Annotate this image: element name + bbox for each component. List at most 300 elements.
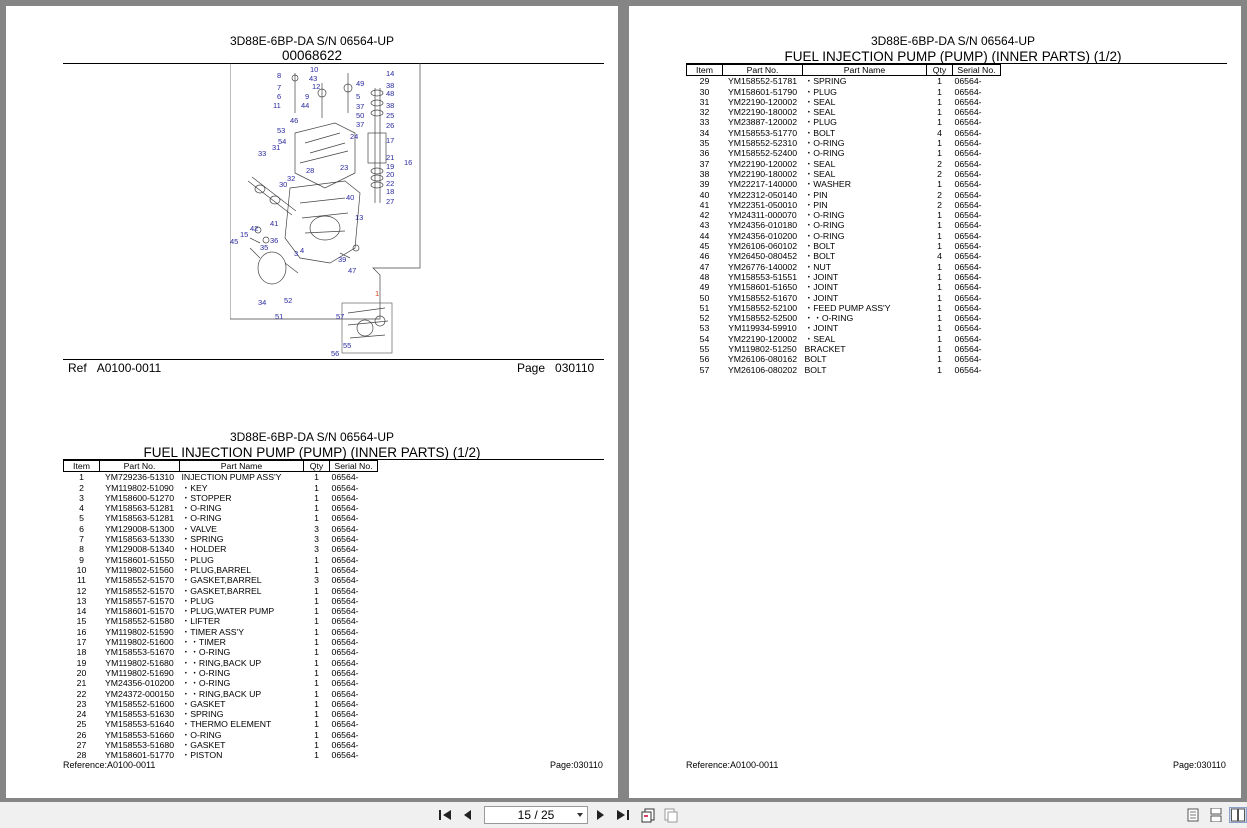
part-name-cell: ・PLUG,BARREL (181, 564, 252, 575)
continuous-view-button[interactable] (1209, 807, 1223, 823)
serial-cell: 06564- (954, 117, 982, 128)
part-name-cell: ・・TIMER (181, 637, 226, 648)
table-row (64, 709, 378, 719)
exploded-parts-diagram (230, 63, 422, 360)
part-number-cell: YM119802-51590 (105, 626, 174, 637)
col-part-name: Part Name (180, 461, 304, 472)
qty-cell: 2 (937, 189, 942, 200)
part-name-cell: ・O-RING (181, 729, 222, 740)
item-cell: 5 (79, 513, 84, 524)
part-name-cell: ・JOINT (804, 323, 839, 334)
qty-cell: 1 (937, 138, 942, 149)
qty-cell: 1 (314, 482, 319, 493)
qty-cell: 1 (937, 354, 942, 365)
two-page-view-button[interactable] (1229, 807, 1247, 823)
table-row (64, 555, 378, 565)
table-row (64, 678, 378, 688)
table-row (64, 637, 378, 647)
serial-cell: 06564- (331, 585, 359, 596)
part-name-cell: ・BOLT (804, 251, 836, 262)
table-row (64, 596, 378, 606)
footer-reference: Reference:A0100-0011 (686, 760, 779, 770)
table-title: FUEL INJECTION PUMP (PUMP) (INNER PARTS) (1/2) (784, 49, 1122, 64)
qty-cell: 1 (314, 729, 319, 740)
table-row (64, 606, 378, 616)
single-page-icon (1187, 808, 1199, 822)
svg-text:33: 33 (258, 149, 267, 158)
part-number-cell: YM158601-51770 (104, 750, 175, 761)
col-qty: Qty (927, 65, 953, 76)
item-cell: 18 (76, 647, 87, 658)
part-name-cell: ・PISTON (181, 750, 223, 761)
qty-cell: 1 (314, 657, 319, 668)
serial-cell: 06564- (954, 179, 982, 190)
svg-text:32: 32 (287, 174, 296, 183)
table-row (64, 472, 378, 483)
svg-text:4: 4 (300, 246, 305, 255)
table-row (64, 658, 378, 668)
table-row (687, 220, 1001, 230)
svg-text:22: 22 (386, 179, 395, 188)
serial-cell: 06564- (331, 606, 359, 617)
item-cell: 36 (699, 148, 710, 159)
svg-text:41: 41 (270, 219, 279, 228)
table-row (64, 699, 378, 709)
go-forward-button[interactable] (663, 807, 679, 823)
part-number-cell: YM158552-52400 (727, 148, 798, 159)
part-name-cell: ・NUT (804, 261, 832, 272)
table-row (687, 117, 1001, 127)
item-cell: 8 (79, 544, 84, 555)
serial-cell: 06564- (954, 364, 982, 375)
qty-cell: 1 (314, 616, 319, 627)
part-name-cell: ・PLUG (181, 554, 214, 565)
qty-cell: 1 (937, 282, 942, 293)
svg-text:1: 1 (375, 289, 380, 298)
qty-cell: 1 (314, 472, 319, 483)
part-name-cell: BOLT (804, 364, 827, 375)
svg-text:37: 37 (356, 102, 365, 111)
part-number-cell: YM26776-140002 (727, 261, 798, 272)
qty-cell: 3 (314, 534, 319, 545)
parts-table-body (64, 472, 378, 761)
qty-cell: 1 (314, 554, 319, 565)
serial-cell: 06564- (331, 647, 359, 658)
part-number-cell: YM158553-51680 (104, 740, 175, 751)
svg-text:18: 18 (386, 187, 395, 196)
serial-cell: 06564- (331, 554, 359, 565)
svg-text:9: 9 (305, 92, 310, 101)
svg-text:25: 25 (386, 111, 395, 120)
qty-cell: 1 (937, 210, 942, 221)
part-number-cell: YM158601-51570 (104, 606, 175, 617)
next-page-button[interactable] (594, 807, 608, 823)
part-name-cell: ・SEAL (804, 96, 836, 107)
part-number-cell: YM119802-51680 (105, 657, 174, 668)
table-row (687, 200, 1001, 210)
table-row (687, 334, 1001, 344)
serial-cell: 06564- (954, 354, 982, 365)
svg-text:52: 52 (284, 296, 293, 305)
serial-cell: 06564- (954, 241, 982, 252)
item-cell: 10 (76, 564, 87, 575)
item-cell: 43 (699, 220, 710, 231)
table-row (64, 586, 378, 596)
serial-cell: 06564- (954, 158, 982, 169)
item-cell: 50 (699, 292, 710, 303)
svg-text:44: 44 (301, 101, 310, 110)
part-number-cell: YM26106-060102 (727, 241, 798, 252)
part-name-cell: ・PLUG (804, 117, 837, 128)
col-item: Item (687, 65, 723, 76)
part-name-cell: ・JOINT (804, 292, 839, 303)
previous-page-icon (462, 809, 472, 821)
qty-cell: 3 (314, 575, 319, 586)
qty-cell: 1 (937, 313, 942, 324)
table-row (687, 293, 1001, 303)
item-cell: 42 (699, 210, 710, 221)
serial-cell: 06564- (331, 575, 359, 586)
serial-cell: 06564- (954, 148, 982, 159)
item-cell: 12 (76, 585, 87, 596)
item-cell: 29 (699, 76, 710, 87)
table-row (687, 210, 1001, 220)
first-page-icon (438, 809, 452, 821)
svg-text:35: 35 (260, 243, 269, 252)
table-row (64, 730, 378, 740)
serial-cell: 06564- (331, 750, 359, 761)
part-name-cell: ・・RING,BACK UP (181, 688, 262, 699)
parts-table-body (687, 76, 1001, 375)
part-number-cell: YM158552-51670 (727, 292, 798, 303)
qty-cell: 1 (937, 364, 942, 375)
item-cell: 11 (76, 575, 87, 586)
serial-cell: 06564- (331, 626, 359, 637)
table-row (64, 524, 378, 534)
serial-cell: 06564- (331, 657, 359, 668)
qty-cell: 2 (937, 199, 942, 210)
col-part-no: Part No. (723, 65, 803, 76)
part-name-cell: ・SEAL (804, 158, 836, 169)
item-cell: 6 (79, 523, 84, 534)
first-page-button[interactable] (437, 807, 453, 823)
serial-cell: 06564- (331, 729, 359, 740)
serial-cell: 06564- (331, 595, 359, 606)
qty-cell: 1 (937, 220, 942, 231)
svg-text:38: 38 (386, 101, 395, 110)
qty-cell: 1 (937, 261, 942, 272)
serial-cell: 06564- (954, 344, 982, 355)
serial-cell: 06564- (954, 261, 982, 272)
page-number-select[interactable] (484, 806, 588, 824)
part-name-cell: ・PLUG (181, 595, 214, 606)
table-row (64, 719, 378, 729)
item-cell: 2 (79, 482, 84, 493)
part-number-cell: YM119802-51690 (105, 667, 174, 678)
svg-text:11: 11 (273, 101, 281, 110)
item-cell: 49 (699, 282, 710, 293)
part-number-cell: YM158552-52100 (727, 302, 798, 313)
item-cell: 37 (699, 158, 710, 169)
part-number-cell: YM158557-51570 (104, 595, 175, 606)
svg-text:42: 42 (250, 224, 259, 233)
item-cell: 54 (699, 333, 710, 344)
svg-text:50: 50 (356, 111, 365, 120)
col-qty: Qty (304, 461, 330, 472)
qty-cell: 1 (314, 585, 319, 596)
qty-cell: 1 (937, 241, 942, 252)
part-number-cell: YM158553-51630 (104, 709, 175, 720)
part-name-cell: ・BOLT (804, 241, 836, 252)
serial-cell: 06564- (954, 107, 982, 118)
item-cell: 48 (699, 271, 710, 282)
table-row (64, 503, 378, 513)
serial-cell: 06564- (331, 637, 359, 648)
chevron-down-icon (577, 813, 583, 817)
part-number-cell: YM158553-51670 (104, 647, 175, 658)
serial-cell: 06564- (331, 616, 359, 627)
qty-cell: 1 (314, 492, 319, 503)
qty-cell: 1 (937, 271, 942, 282)
svg-text:30: 30 (279, 180, 288, 189)
part-name-cell: ・SPRING (181, 709, 224, 720)
qty-cell: 1 (937, 117, 942, 128)
svg-text:26: 26 (386, 121, 395, 130)
table-row (64, 627, 378, 637)
part-number-cell: YM158553-51551 (727, 271, 798, 282)
part-name-cell: ・・RING,BACK UP (181, 657, 262, 668)
serial-cell: 06564- (954, 189, 982, 200)
qty-cell: 4 (937, 251, 942, 262)
qty-cell: 1 (314, 719, 319, 730)
table-model-title: 3D88E-6BP-DA S/N 06564-UP (870, 34, 1036, 48)
part-name-cell: ・O-RING (804, 230, 845, 241)
table-row (64, 740, 378, 750)
serial-cell: 06564- (954, 76, 982, 87)
qty-cell: 2 (937, 158, 942, 169)
item-cell: 33 (699, 117, 710, 128)
col-item: Item (64, 461, 100, 472)
item-cell: 1 (79, 472, 84, 483)
part-name-cell: ・THERMO ELEMENT (181, 719, 272, 730)
part-name-cell: ・O-RING (181, 503, 222, 514)
table-row (687, 128, 1001, 138)
last-page-icon (616, 809, 630, 821)
table-row (687, 365, 1001, 375)
qty-cell: 1 (314, 564, 319, 575)
table-row (687, 148, 1001, 158)
qty-cell: 1 (937, 230, 942, 241)
svg-text:36: 36 (270, 236, 279, 245)
part-name-cell: ・O-RING (804, 210, 845, 221)
serial-cell: 06564- (331, 709, 359, 720)
item-cell: 44 (699, 230, 710, 241)
qty-cell: 3 (314, 523, 319, 534)
item-cell: 4 (79, 503, 84, 514)
right-pdf-page (629, 6, 1241, 798)
item-cell: 40 (699, 189, 710, 200)
table-row (64, 513, 378, 523)
part-number-cell: YM158552-52310 (727, 138, 798, 149)
col-part-no: Part No. (100, 461, 180, 472)
table-row (687, 251, 1001, 261)
table-row (687, 179, 1001, 189)
part-name-cell: ・O-RING (804, 148, 845, 159)
part-name-cell: ・FEED PUMP ASS'Y (804, 302, 891, 313)
table-row (64, 668, 378, 678)
item-cell: 24 (76, 709, 87, 720)
item-cell: 41 (699, 199, 710, 210)
table-row (687, 231, 1001, 241)
qty-cell: 1 (314, 667, 319, 678)
svg-text:54: 54 (278, 137, 287, 146)
serial-cell: 06564- (331, 698, 359, 709)
part-name-cell: BOLT (804, 354, 827, 365)
svg-text:48: 48 (386, 89, 395, 98)
part-name-cell: ・PLUG (804, 86, 837, 97)
serial-cell: 06564- (331, 544, 359, 555)
table-row (687, 138, 1001, 148)
table-row (64, 483, 378, 493)
qty-cell: 1 (314, 503, 319, 514)
part-name-cell: ・GASKET (181, 698, 226, 709)
part-number-cell: YM24372-000150 (104, 688, 175, 699)
parts-table-left (63, 460, 378, 761)
go-back-button[interactable] (640, 807, 656, 823)
serial-cell: 06564- (331, 688, 359, 699)
part-name-cell: ・JOINT (804, 282, 839, 293)
pump-exploded-view-drawing (230, 63, 422, 360)
qty-cell: 1 (314, 709, 319, 720)
footer-page: Page:030110 (1173, 760, 1226, 770)
table-row (687, 303, 1001, 313)
part-number-cell: YM24356-010200 (727, 230, 798, 241)
table-row (687, 262, 1001, 272)
svg-text:10: 10 (310, 65, 319, 74)
svg-text:37: 37 (356, 120, 365, 129)
qty-cell: 1 (314, 740, 319, 751)
serial-cell: 06564- (954, 199, 982, 210)
ref-label-text: Ref (68, 361, 87, 375)
part-name-cell: INJECTION PUMP ASS'Y (181, 472, 282, 483)
qty-cell: 1 (314, 647, 319, 658)
part-number-cell: YM22190-120002 (727, 158, 798, 169)
drawing-number: 00068622 (281, 48, 343, 63)
item-cell: 16 (76, 626, 87, 637)
serial-cell: 06564- (954, 302, 982, 313)
table-row (687, 344, 1001, 354)
table-row (687, 190, 1001, 200)
item-cell: 14 (76, 606, 87, 617)
serial-cell: 06564- (954, 323, 982, 334)
serial-cell: 06564- (954, 220, 982, 231)
svg-text:12: 12 (312, 82, 321, 91)
part-name-cell: ・PLUG,WATER PUMP (181, 606, 275, 617)
part-name-cell: ・PIN (804, 189, 828, 200)
serial-cell: 06564- (954, 313, 982, 324)
go-back-icon (640, 807, 656, 823)
col-serial: Serial No. (953, 65, 1001, 76)
qty-cell: 1 (937, 76, 942, 87)
part-name-cell: ・・O-RING (181, 667, 231, 678)
svg-text:19: 19 (386, 162, 395, 171)
part-name-cell: ・・O-RING (804, 313, 854, 324)
table-model-title: 3D88E-6BP-DA S/N 06564-UP (229, 430, 395, 444)
svg-text:5: 5 (356, 92, 361, 101)
svg-text:28: 28 (306, 166, 315, 175)
serial-cell: 06564- (331, 678, 359, 689)
qty-cell: 1 (937, 86, 942, 97)
serial-cell: 06564- (331, 482, 359, 493)
footer-page: Page:030110 (550, 760, 603, 770)
svg-text:23: 23 (340, 163, 349, 172)
svg-text:40: 40 (346, 193, 355, 202)
part-number-cell: YM158552-51600 (104, 698, 175, 709)
last-page-button[interactable] (615, 807, 631, 823)
qty-cell: 1 (937, 107, 942, 118)
part-number-cell: YM24356-010180 (727, 220, 798, 231)
table-row (64, 647, 378, 657)
item-cell: 30 (699, 86, 710, 97)
serial-cell: 06564- (331, 513, 359, 524)
serial-cell: 06564- (954, 127, 982, 138)
part-name-cell: ・SPRING (804, 76, 847, 87)
table-row (687, 241, 1001, 251)
svg-text:8: 8 (277, 71, 282, 80)
part-name-cell: ・SEAL (804, 168, 836, 179)
svg-text:3: 3 (294, 249, 299, 258)
svg-text:53: 53 (277, 126, 286, 135)
item-cell: 9 (79, 554, 84, 565)
part-name-cell: ・STOPPER (181, 492, 232, 503)
table-row (687, 87, 1001, 97)
serial-cell: 06564- (954, 86, 982, 97)
serial-cell: 06564- (331, 534, 359, 545)
part-number-cell: YM158601-51550 (104, 554, 175, 565)
item-cell: 32 (699, 107, 710, 118)
part-number-cell: YM158563-51281 (104, 513, 175, 524)
item-cell: 15 (76, 616, 87, 627)
serial-cell: 06564- (954, 138, 982, 149)
item-cell: 27 (76, 740, 87, 751)
table-row (64, 534, 378, 544)
svg-text:43: 43 (309, 74, 318, 83)
table-row (64, 616, 378, 626)
part-name-cell: ・O-RING (804, 138, 845, 149)
qty-cell: 2 (937, 168, 942, 179)
table-header-row (64, 461, 378, 472)
serial-cell: 06564- (331, 564, 359, 575)
item-cell: 57 (699, 364, 710, 375)
item-cell: 47 (699, 261, 710, 272)
serial-cell: 06564- (331, 492, 359, 503)
part-number-cell: YM158601-51650 (727, 282, 798, 293)
svg-text:20: 20 (386, 170, 395, 179)
part-name-cell: ・HOLDER (181, 544, 227, 555)
single-page-view-button[interactable] (1186, 807, 1200, 823)
part-name-cell: ・WASHER (804, 179, 851, 190)
svg-text:15: 15 (240, 230, 249, 239)
qty-cell: 1 (314, 637, 319, 648)
previous-page-button[interactable] (460, 807, 474, 823)
item-cell: 45 (699, 241, 710, 252)
item-cell: 23 (76, 698, 87, 709)
item-cell: 19 (76, 657, 87, 668)
svg-text:39: 39 (338, 255, 347, 264)
part-name-cell: ・LIFTER (181, 616, 221, 627)
table-row (687, 107, 1001, 117)
part-name-cell: BRACKET (804, 344, 846, 355)
